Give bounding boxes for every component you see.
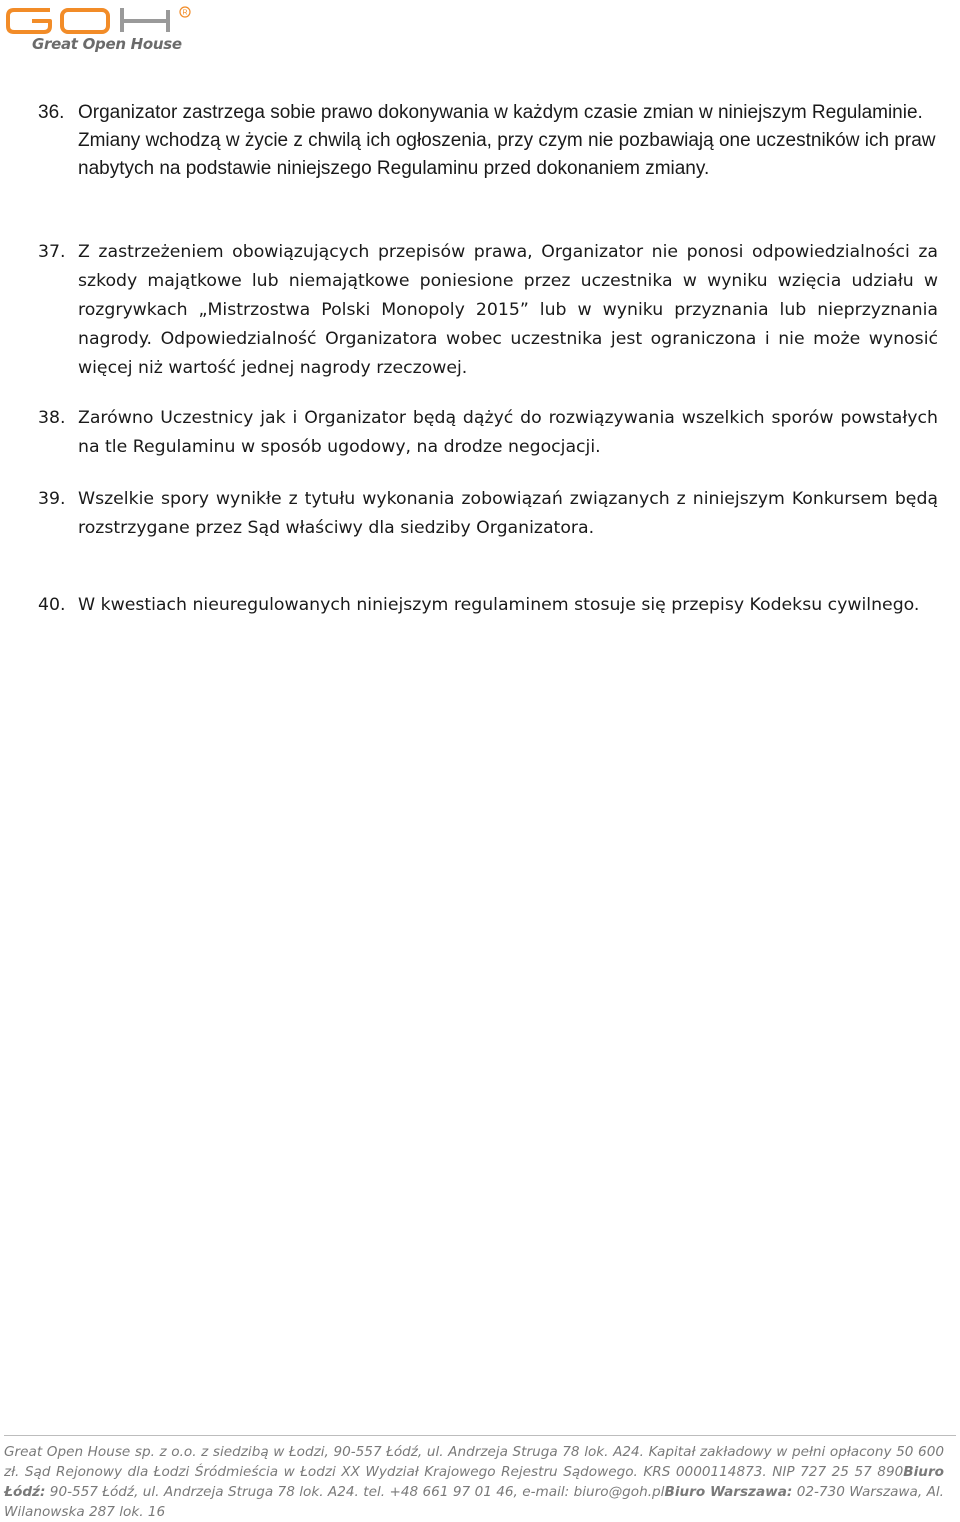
footer-lodz-label: Biuro Łódź: — [4, 1464, 944, 1500]
paragraph-37 — [38, 238, 938, 383]
svg-text:R: R — [182, 9, 188, 17]
footer-company-text: Great Open House sp. z o.o. z siedzibą w Łodzi, 90-557 Łódź, ul. Andrzeja Struga 78 lok. A24. Kapitał zakładowy w pełni opłacony 50 600 zł. Sąd Rejonowy dla Łodzi Śródmieścia w Łodzi XX Wydział Krajowego Rejestru Sądowego. KRS 0000114873. NIP 727 25 57 890 — [4, 1444, 944, 1480]
paragraph-39 — [38, 485, 938, 543]
item-number: 37. — [38, 242, 66, 262]
item-number: 39. — [38, 489, 66, 509]
paragraph-38 — [38, 404, 938, 462]
footer-lodz-address: 90-557 Łódź, ul. Andrzeja Struga 78 lok. A24. tel. +48 661 97 01 46, e-mail: biuro@goh.pl — [45, 1484, 665, 1500]
item-text: Wszelkie spory wynikłe z tytułu wykonania zobowiązań związanych z niniejszym Konkursem będą rozstrzygane przez Sąd właściwy dla siedziby Organizatora. — [78, 489, 938, 538]
logo-subtitle: Great Open House — [32, 35, 182, 53]
item-number: 40. — [38, 595, 66, 615]
goh-logo-icon — [4, 4, 204, 38]
footer-divider — [4, 1435, 956, 1436]
paragraph-40 — [38, 591, 938, 620]
item-text: Z zastrzeżeniem obowiązujących przepisów prawa, Organizator nie ponosi odpowiedzialności za szkody majątkowe lub niemajątkowe poniesione przez uczestnika w wyniku wzięcia udziału w rozgrywkach „Mistrzostwa Polski Monopoly 2015” lub w wyniku przyznania lub nieprzyznania nagrody. Odpowiedzialność Organizatora wobec uczestnika jest ograniczona i nie może wynosić więcej niż wartość jednej nagrody rzeczowej. — [78, 242, 938, 378]
item-number: 36. — [38, 102, 65, 123]
company-logo — [4, 4, 204, 52]
item-number: 38. — [38, 408, 66, 428]
paragraph-36 — [38, 99, 938, 183]
footer-warsaw-address: 02-730 Warszawa, Al. Wilanowska 287 lok. 16 — [4, 1484, 944, 1520]
footer-company-info — [4, 1442, 944, 1522]
item-text: Zarówno Uczestnicy jak i Organizator będą dążyć do rozwiązywania wszelkich sporów powstałych na tle Regulaminu w sposób ugodowy, na drodze negocjacji. — [78, 408, 938, 457]
item-text: Organizator zastrzega sobie prawo dokonywania w każdym czasie zmian w niniejszym Regulaminie. Zmiany wchodzą w życie z chwilą ich ogłoszenia, przy czym nie pozbawiają one uczestników ich praw nabytych na podstawie niniejszego Regulaminu przed dokonaniem zmiany. — [78, 102, 936, 179]
item-text: W kwestiach nieuregulowanych niniejszym regulaminem stosuje się przepisy Kodeksu cywilnego. — [78, 595, 920, 615]
footer-warsaw-label: Biuro Warszawa: — [664, 1484, 793, 1500]
